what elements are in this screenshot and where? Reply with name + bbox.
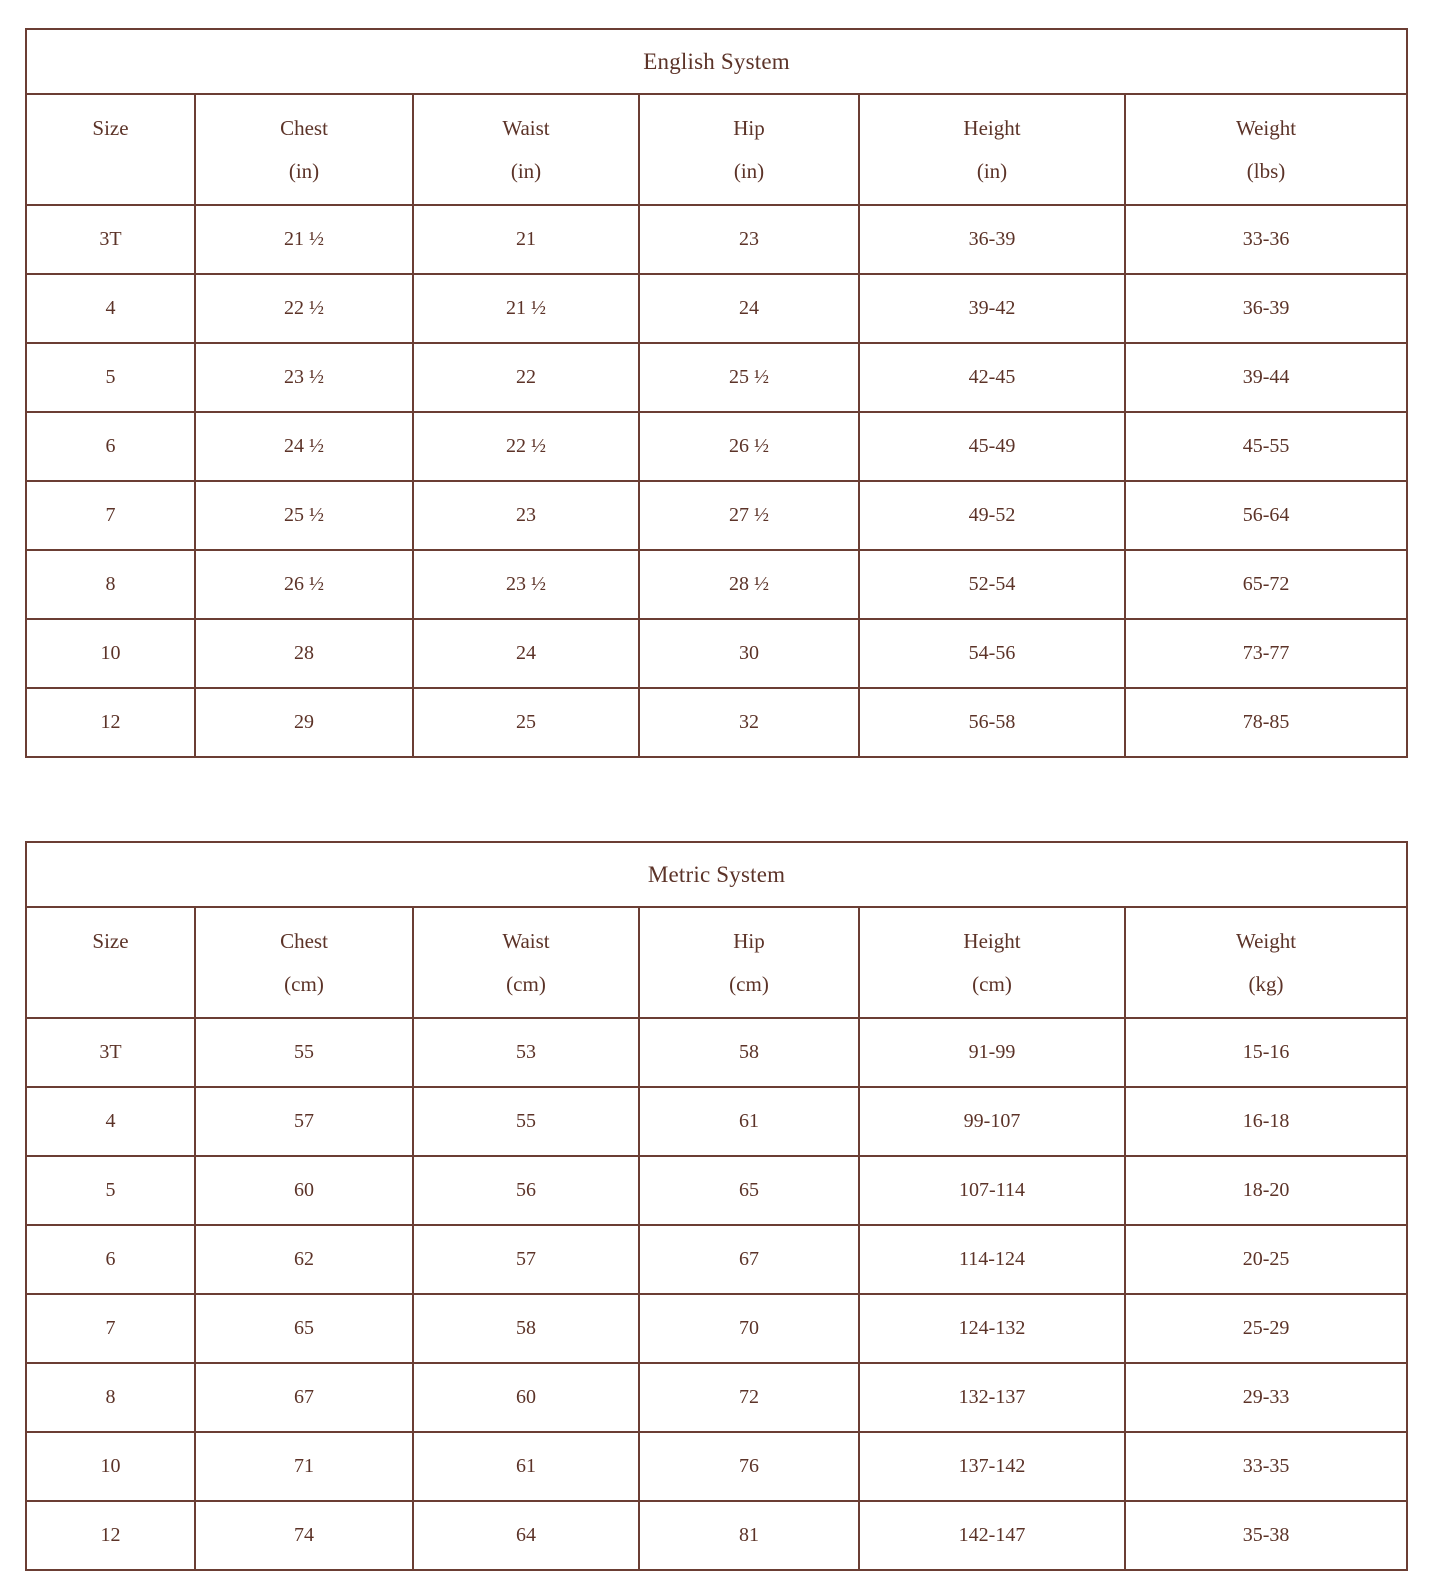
table-header-row	[26, 907, 1407, 1018]
measurement-cell: 71	[195, 1432, 413, 1501]
measurement-cell: 16-18	[1125, 1087, 1407, 1156]
column-header-unit: (in)	[976, 158, 1008, 183]
measurement-cell: 24	[413, 619, 639, 688]
measurement-cell: 78-85	[1125, 688, 1407, 757]
measurement-cell: 22	[413, 343, 639, 412]
measurement-cell: 65	[195, 1294, 413, 1363]
table-row	[26, 412, 1407, 481]
column-header-name: Hip	[733, 928, 765, 953]
measurement-cell: 70	[639, 1294, 859, 1363]
table-row	[26, 619, 1407, 688]
measurement-cell: 64	[413, 1501, 639, 1570]
table-row	[26, 1501, 1407, 1570]
column-header-unit: (cm)	[506, 971, 546, 996]
table-row	[26, 1363, 1407, 1432]
column-header-unit: (in)	[733, 158, 765, 183]
column-header-unit: (cm)	[284, 971, 324, 996]
size-cell: 10	[26, 619, 195, 688]
measurement-cell: 55	[413, 1087, 639, 1156]
column-header-hip	[639, 907, 859, 1018]
table-title-row	[26, 842, 1407, 907]
column-header-size	[26, 907, 195, 1018]
measurement-cell: 39-42	[859, 274, 1125, 343]
size-cell: 7	[26, 481, 195, 550]
measurement-cell: 99-107	[859, 1087, 1125, 1156]
measurement-cell: 22 ½	[195, 274, 413, 343]
measurement-cell: 55	[195, 1018, 413, 1087]
measurement-cell: 21 ½	[413, 274, 639, 343]
measurement-cell: 56	[413, 1156, 639, 1225]
measurement-cell: 57	[195, 1087, 413, 1156]
column-header-waist	[413, 94, 639, 205]
measurement-cell: 76	[639, 1432, 859, 1501]
measurement-cell: 73-77	[1125, 619, 1407, 688]
measurement-cell: 56-64	[1125, 481, 1407, 550]
measurement-cell: 28	[195, 619, 413, 688]
column-header-name: Size	[92, 928, 129, 953]
measurement-cell: 23	[413, 481, 639, 550]
measurement-cell: 21	[413, 205, 639, 274]
table-row	[26, 343, 1407, 412]
measurement-cell: 29	[195, 688, 413, 757]
measurement-cell: 67	[639, 1225, 859, 1294]
measurement-cell: 25 ½	[195, 481, 413, 550]
size-cell: 12	[26, 688, 195, 757]
size-cell: 4	[26, 274, 195, 343]
measurement-cell: 25 ½	[639, 343, 859, 412]
measurement-cell: 60	[413, 1363, 639, 1432]
measurement-cell: 24 ½	[195, 412, 413, 481]
measurement-cell: 18-20	[1125, 1156, 1407, 1225]
column-header-height	[859, 94, 1125, 205]
table-title: English System	[26, 29, 1407, 94]
table-title-row	[26, 29, 1407, 94]
measurement-cell: 20-25	[1125, 1225, 1407, 1294]
measurement-cell: 33-36	[1125, 205, 1407, 274]
column-header-size	[26, 94, 195, 205]
measurement-cell: 114-124	[859, 1225, 1125, 1294]
measurement-cell: 29-33	[1125, 1363, 1407, 1432]
measurement-cell: 23 ½	[195, 343, 413, 412]
column-header-name: Chest	[280, 928, 328, 953]
table-title: Metric System	[26, 842, 1407, 907]
column-header-name: Height	[963, 115, 1021, 140]
size-cell: 10	[26, 1432, 195, 1501]
measurement-cell: 58	[413, 1294, 639, 1363]
measurement-cell: 72	[639, 1363, 859, 1432]
measurement-cell: 23 ½	[413, 550, 639, 619]
measurement-cell: 61	[639, 1087, 859, 1156]
size-cell: 4	[26, 1087, 195, 1156]
table-row	[26, 205, 1407, 274]
measurement-cell: 132-137	[859, 1363, 1125, 1432]
column-header-name: Waist	[502, 928, 550, 953]
measurement-cell: 67	[195, 1363, 413, 1432]
measurement-cell: 61	[413, 1432, 639, 1501]
size-cell: 8	[26, 550, 195, 619]
column-header-weight	[1125, 94, 1407, 205]
table-row	[26, 1225, 1407, 1294]
column-header-name: Hip	[733, 115, 765, 140]
table-row	[26, 1294, 1407, 1363]
measurement-cell: 36-39	[859, 205, 1125, 274]
measurement-cell: 65-72	[1125, 550, 1407, 619]
column-header-name: Waist	[502, 115, 550, 140]
measurement-cell: 30	[639, 619, 859, 688]
measurement-cell: 81	[639, 1501, 859, 1570]
size-cell: 3T	[26, 205, 195, 274]
measurement-cell: 33-35	[1125, 1432, 1407, 1501]
column-header-unit: (in)	[510, 158, 542, 183]
size-chart-table	[25, 841, 1408, 1571]
measurement-cell: 35-38	[1125, 1501, 1407, 1570]
measurement-cell: 25	[413, 688, 639, 757]
measurement-cell: 49-52	[859, 481, 1125, 550]
measurement-cell: 91-99	[859, 1018, 1125, 1087]
column-header-name: Chest	[280, 115, 328, 140]
size-cell: 6	[26, 412, 195, 481]
measurement-cell: 26 ½	[639, 412, 859, 481]
table-row	[26, 1156, 1407, 1225]
measurement-cell: 45-49	[859, 412, 1125, 481]
measurement-cell: 58	[639, 1018, 859, 1087]
column-header-unit: (lbs)	[1246, 158, 1286, 183]
top-spacer	[0, 0, 1456, 28]
table-row	[26, 1087, 1407, 1156]
size-cell: 6	[26, 1225, 195, 1294]
column-header-unit	[27, 974, 194, 995]
column-header-unit: (cm)	[972, 971, 1012, 996]
size-chart-table	[25, 28, 1408, 758]
column-header-name: Weight	[1235, 115, 1297, 140]
column-header-name: Weight	[1235, 928, 1297, 953]
measurement-cell: 124-132	[859, 1294, 1125, 1363]
measurement-cell: 25-29	[1125, 1294, 1407, 1363]
measurement-cell: 53	[413, 1018, 639, 1087]
size-cell: 3T	[26, 1018, 195, 1087]
column-header-height	[859, 907, 1125, 1018]
measurement-cell: 45-55	[1125, 412, 1407, 481]
table-header-row	[26, 94, 1407, 205]
measurement-cell: 36-39	[1125, 274, 1407, 343]
measurement-cell: 28 ½	[639, 550, 859, 619]
size-cell: 5	[26, 1156, 195, 1225]
size-cell: 5	[26, 343, 195, 412]
table-spacer	[0, 758, 1456, 841]
tables-container	[0, 28, 1456, 1571]
measurement-cell: 56-58	[859, 688, 1125, 757]
measurement-cell: 15-16	[1125, 1018, 1407, 1087]
column-header-hip	[639, 94, 859, 205]
measurement-cell: 42-45	[859, 343, 1125, 412]
measurement-cell: 22 ½	[413, 412, 639, 481]
measurement-cell: 26 ½	[195, 550, 413, 619]
column-header-chest	[195, 94, 413, 205]
column-header-waist	[413, 907, 639, 1018]
measurement-cell: 21 ½	[195, 205, 413, 274]
size-cell: 12	[26, 1501, 195, 1570]
measurement-cell: 54-56	[859, 619, 1125, 688]
column-header-unit: (in)	[288, 158, 320, 183]
column-header-weight	[1125, 907, 1407, 1018]
measurement-cell: 32	[639, 688, 859, 757]
measurement-cell: 62	[195, 1225, 413, 1294]
size-cell: 8	[26, 1363, 195, 1432]
measurement-cell: 39-44	[1125, 343, 1407, 412]
table-row	[26, 1018, 1407, 1087]
measurement-cell: 23	[639, 205, 859, 274]
measurement-cell: 60	[195, 1156, 413, 1225]
size-cell: 7	[26, 1294, 195, 1363]
measurement-cell: 142-147	[859, 1501, 1125, 1570]
measurement-cell: 24	[639, 274, 859, 343]
column-header-unit: (kg)	[1248, 971, 1284, 996]
measurement-cell: 65	[639, 1156, 859, 1225]
measurement-cell: 27 ½	[639, 481, 859, 550]
measurement-cell: 137-142	[859, 1432, 1125, 1501]
column-header-name: Size	[92, 115, 129, 140]
measurement-cell: 52-54	[859, 550, 1125, 619]
measurement-cell: 74	[195, 1501, 413, 1570]
table-row	[26, 688, 1407, 757]
measurement-cell: 107-114	[859, 1156, 1125, 1225]
column-header-chest	[195, 907, 413, 1018]
column-header-name: Height	[963, 928, 1021, 953]
measurement-cell: 57	[413, 1225, 639, 1294]
table-row	[26, 550, 1407, 619]
table-row	[26, 1432, 1407, 1501]
table-row	[26, 481, 1407, 550]
column-header-unit: (cm)	[729, 971, 769, 996]
table-row	[26, 274, 1407, 343]
column-header-unit	[27, 161, 194, 182]
